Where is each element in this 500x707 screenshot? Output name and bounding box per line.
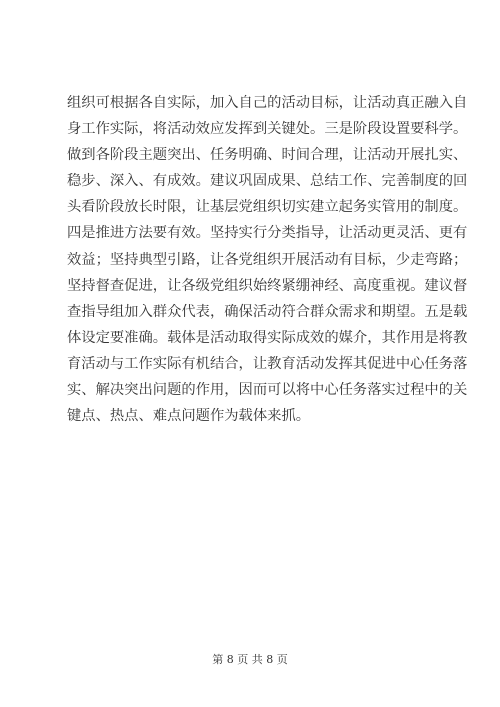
paragraph-line: 实、解决突出问题的作用，因而可以将中心任务落实过程中的关 xyxy=(67,382,468,399)
paragraph-line: 组织可根据各自实际，加入自己的活动目标，让活动真正融入自 xyxy=(67,95,468,111)
paragraph-line: 坚持督查促进，让各级党组织始终紧绷神经、高度重视。建议督 xyxy=(67,277,468,294)
paragraph-line: 四是推进方法要有效。坚持实行分类指导，让活动更灵活、更有 xyxy=(67,225,468,242)
paragraph-line: 稳步、深入、有成效。建议巩固成果、总结工作、完善制度的回 xyxy=(67,173,468,190)
page-number-footer: 第 8 页 共 8 页 xyxy=(212,653,288,666)
paragraph-line: 效益；坚持典型引路，让各党组织开展活动有目标，少走弯路； xyxy=(67,251,468,268)
paragraph-line: 头看阶段放长时限，让基层党组织切实建立起务实管用的制度。 xyxy=(67,199,468,216)
document-body xyxy=(67,90,467,429)
paragraph-line: 做到各阶段主题突出、任务明确、时间合理，让活动开展扎实、 xyxy=(67,147,468,164)
paragraph-line: 键点、热点、难点问题作为载体来抓。 xyxy=(67,408,311,425)
paragraph-line: 体设定要准确。载体是活动取得实际成效的媒介，其作用是将教 xyxy=(67,329,468,346)
paragraph-line: 身工作实际，将活动效应发挥到关键处。三是阶段设置要科学。 xyxy=(67,121,468,138)
paragraph-line: 查指导组加入群众代表，确保活动符合群众需求和期望。五是载 xyxy=(67,303,468,320)
paragraph-line: 育活动与工作实际有机结合，让教育活动发挥其促进中心任务落 xyxy=(67,355,468,372)
